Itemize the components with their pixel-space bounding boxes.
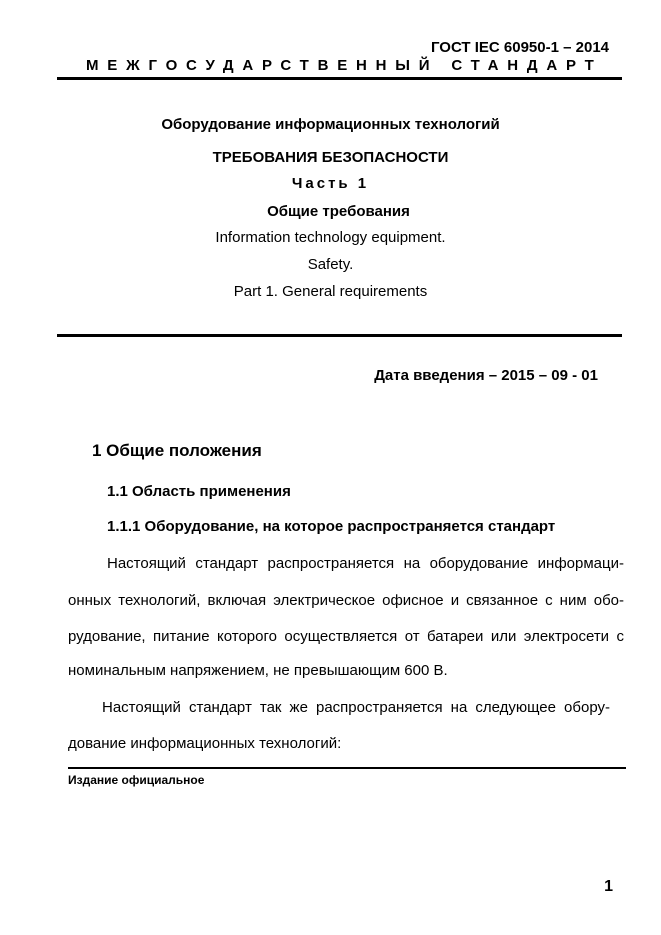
paragraph-line: Настоящий стандарт так же распространяется на следующее обору- (102, 699, 610, 716)
page-number: 1 (604, 878, 613, 895)
requirements-title: ТРЕБОВАНИЯ БЕЗОПАСНОСТИ (212, 149, 449, 166)
subsubsection-heading: 1.1.1 Оборудование, на которое распространяется стандарт (107, 518, 556, 535)
paragraph-line: номинальным напряжением, не превышающим 600 В. (68, 662, 448, 679)
section-heading: 1 Общие положения (92, 441, 262, 460)
title-rule (57, 334, 622, 337)
english-title-line-1: Information technology equipment. (215, 229, 446, 246)
paragraph-line: Настоящий стандарт распространяется на оборудование информаци- (107, 555, 624, 572)
header-rule (57, 77, 622, 80)
part-title: Часть 1 (291, 175, 370, 192)
paragraph-line: онных технологий, включая электрическое офисное и связанное с ним обо- (68, 592, 624, 609)
standard-number: ГОСТ IEC 60950-1 – 2014 (430, 39, 609, 56)
official-edition-label: Издание официальное (68, 773, 205, 787)
equipment-title: Оборудование информационных технологий (161, 116, 500, 133)
general-requirements-title: Общие требования (267, 203, 410, 220)
english-title-line-3: Part 1. General requirements (233, 283, 428, 300)
english-title-line-2: Safety. (307, 256, 354, 273)
footer-rule (68, 767, 626, 769)
paragraph-line: дование информационных технологий: (68, 735, 342, 752)
standard-type-heading: МЕЖГОСУДАРСТВЕННЫЙ СТАНДАРТ (86, 57, 603, 74)
introduction-date: Дата введения – 2015 – 09 - 01 (374, 367, 598, 384)
paragraph-line: рудование, питание которого осуществляется от батареи или электросети с (68, 628, 624, 645)
subsection-heading: 1.1 Область применения (107, 483, 291, 500)
